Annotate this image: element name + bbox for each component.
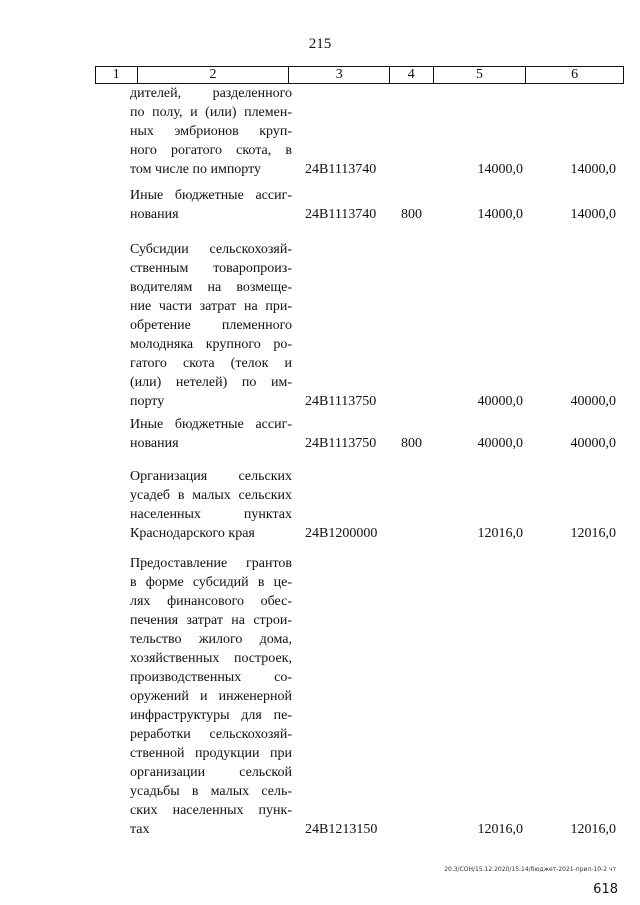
row-description [130,240,292,411]
description-line: населенных пунктах [130,507,292,522]
description-line: нования [130,207,179,222]
description-line: обретение племенного [130,318,292,333]
description-line: Субсидии сельскохозяй- [130,242,292,257]
description-line: ских населенных пунк- [130,803,292,818]
description-line: в форме субсидий в це- [130,575,292,590]
amount-second-year: 12016,0 [570,822,616,837]
description-line: Предоставление грантов [130,556,292,571]
page-number-top: 215 [308,36,332,52]
description-line: ние части затрат на при- [130,299,292,314]
description-line: ных эмбрионов круп- [130,124,292,139]
description-line: молодняка крупного ро- [130,337,292,352]
description-line: Краснодарского края [130,526,255,541]
target-article-code: 24В1113750 [305,436,377,451]
row-description [130,467,292,543]
column-number-2: 2 [137,67,289,84]
amount-first-year: 40000,0 [477,394,523,409]
row-description [130,415,292,453]
column-number-5: 5 [433,67,526,84]
amount-first-year: 12016,0 [477,822,523,837]
description-line: порту [130,394,165,409]
description-line: лях финансового обес- [130,594,292,609]
description-line: по полу, и (или) племен- [130,105,292,120]
document-footer-note: 20.3/СОН/15.12.2020/15:14/бюджет-2021-прил-10-2 чт [444,866,616,873]
amount-first-year: 14000,0 [477,162,523,177]
amount-first-year: 12016,0 [477,526,523,541]
description-line: (или) нетелей) по им- [130,375,292,390]
description-line: ственной продукции при [130,746,292,761]
description-line: оружений и инженерной [130,689,292,704]
row-description [130,84,292,179]
description-line: ного рогатого скота, в [130,143,292,158]
amount-first-year: 14000,0 [477,207,523,222]
description-line: усадьбы в малых сель- [130,784,292,799]
description-line: тах [130,822,150,837]
column-number-4: 4 [390,67,433,84]
target-article-code: 24В1200000 [305,526,378,541]
target-article-code: 24В1113750 [305,394,377,409]
amount-second-year: 14000,0 [570,162,616,177]
target-article-code: 24В1113740 [305,207,377,222]
row-description [130,186,292,224]
description-line: Организация сельских [130,469,292,484]
amount-second-year: 12016,0 [570,526,616,541]
description-line: инфраструктуры для пе- [130,708,292,723]
amount-second-year: 40000,0 [570,436,616,451]
column-number-3: 3 [289,67,390,84]
description-line: водителям на возмеще- [130,280,292,295]
description-line: дителей, разделенного [130,86,292,101]
amount-second-year: 40000,0 [570,394,616,409]
description-line: усадеб в малых сельских [130,488,292,503]
description-line: печения затрат на строи- [130,613,292,628]
description-line: производственных со- [130,670,292,685]
amount-second-year: 14000,0 [570,207,616,222]
column-number-1: 1 [96,67,138,84]
column-number-6: 6 [526,67,624,84]
description-line: Иные бюджетные ассиг- [130,417,292,432]
description-line: реработки сельскохозяй- [130,727,292,742]
column-number-header [95,66,624,84]
description-line: ственным товаропроиз- [130,261,292,276]
target-article-code: 24В1113740 [305,162,377,177]
row-description [130,554,292,839]
description-line: хозяйственных построек, [130,651,292,666]
expenditure-type: 800 [401,207,422,222]
description-line: тельство жилого дома, [130,632,292,647]
target-article-code: 24В1213150 [305,822,378,837]
expenditure-type: 800 [401,436,422,451]
description-line: организации сельской [130,765,292,780]
description-line: Иные бюджетные ассиг- [130,188,292,203]
description-line: нования [130,436,179,451]
description-line: том числе по импорту [130,162,262,177]
description-line: гатого скота (телок и [130,356,292,371]
amount-first-year: 40000,0 [477,436,523,451]
page-number-bottom: 618 [593,882,618,897]
